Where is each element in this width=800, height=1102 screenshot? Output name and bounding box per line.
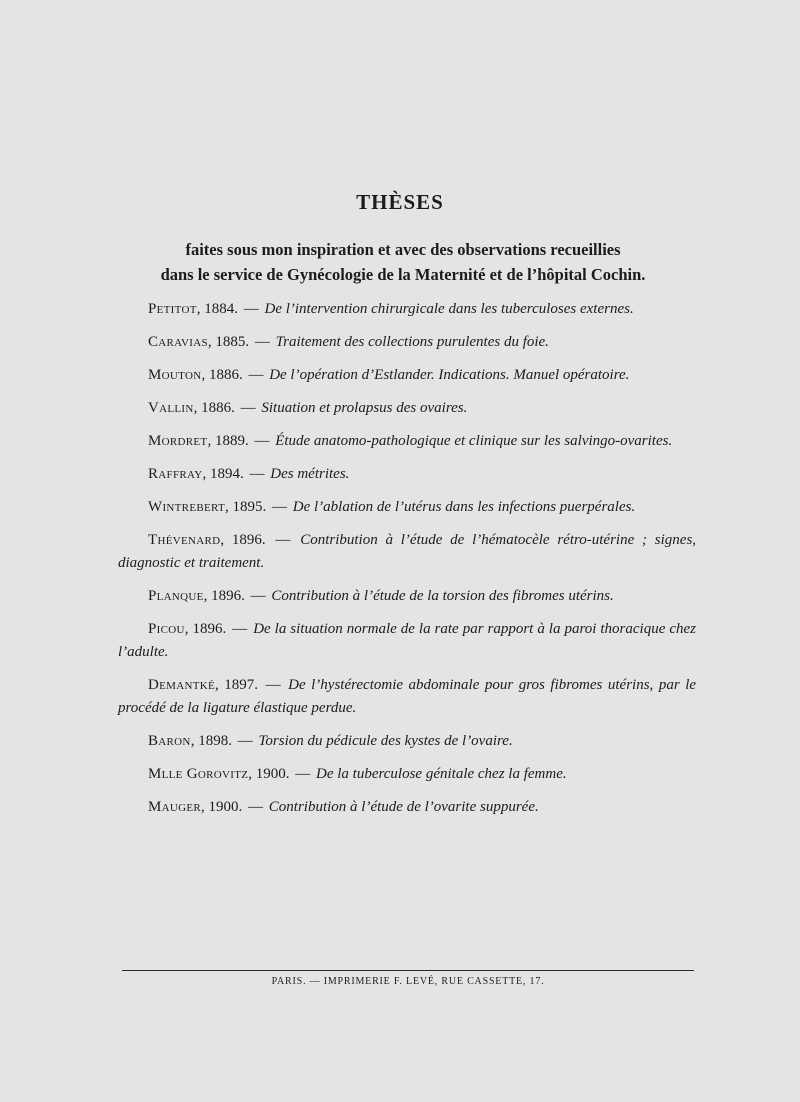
entry-author: Demantké (148, 677, 216, 693)
entry-dash: — (240, 400, 256, 416)
entry-dash: — (272, 499, 287, 515)
entry-year: 1900. (255, 766, 290, 782)
thesis-list (118, 298, 696, 829)
entry-dash: — (275, 532, 291, 548)
entry-year: 1894. (210, 466, 244, 482)
thesis-entry: Thévenard, 1896. — Contribution à l’étude de l’hématocèle rétro-utérine ; signes, diagnostic et traitement. (118, 532, 697, 571)
entry-title: De l’opération d’Estlander. Indications. Manuel opératoire. (269, 367, 630, 383)
entry-year: 1896. (192, 621, 227, 637)
entry-dash: — (265, 677, 281, 693)
thesis-entry: Demantké, 1897. — De l’hystérectomie abdominale pour gros fibromes utérins, par le procédé de la ligature élastique perdue. (118, 677, 697, 716)
entry-dash: — (254, 433, 270, 449)
entry-title: Étude anatomo-pathologique et clinique sur les salvingo-ovarites. (275, 433, 673, 449)
thesis-entry: Petitot, 1884. — De l’intervention chirurgicale dans les tuberculoses externes. (148, 301, 634, 317)
entry-dash: — (237, 733, 253, 749)
thesis-entry: Mauger, 1900. — Contribution à l’étude de l’ovarite suppurée. (148, 799, 539, 815)
footer-rule (122, 970, 694, 971)
entry-dash: — (250, 588, 266, 604)
thesis-entry: Vallin, 1886. — Situation et prolapsus des ovaires. (148, 400, 468, 416)
entry-dash: — (295, 766, 311, 782)
printer-imprint: PARIS. — IMPRIMERIE F. LEVÉ, RUE CASSETTE, 17. (271, 976, 545, 987)
entry-year: 1896. (231, 532, 266, 548)
entry-dash: — (248, 367, 264, 383)
entry-author: Vallin (148, 400, 194, 416)
entry-author: Mordret (148, 433, 208, 449)
entry-author: Raffray (148, 466, 203, 482)
thesis-entry: Picou, 1896. — De la situation normale de la rate par rapport à la paroi thoracique chez l’adulte. (118, 621, 697, 660)
entry-dash: — (249, 466, 265, 482)
entry-year: 1898. (198, 733, 232, 749)
entry-year: 1885. (215, 334, 250, 350)
entry-dash: — (248, 799, 264, 815)
entry-author: Mlle Gorovitz (148, 766, 249, 782)
page-title: THÈSES (356, 190, 444, 214)
entry-author: Petitot (148, 301, 197, 317)
entry-year: 1896. (211, 588, 245, 604)
entry-title: De l’intervention chirurgicale dans les tuberculoses externes. (264, 301, 634, 317)
thesis-entry: Wintrebert, 1895. — De l’ablation de l’utérus dans les infections puerpérales. (148, 499, 636, 515)
entry-year: 1884. (204, 301, 238, 317)
entry-dash: — (243, 301, 259, 317)
entry-author: Baron (148, 733, 191, 749)
entry-year: 1889. (214, 433, 249, 449)
entry-author: Picou (148, 621, 185, 637)
thesis-entry: Planque, 1896. — Contribution à l’étude de la torsion des fibromes utérins. (148, 588, 614, 604)
entry-title: De la tuberculose génitale chez la femme. (316, 766, 567, 782)
thesis-entry: Raffray, 1894. — Des métrites. (148, 466, 350, 482)
thesis-entry: Caravias, 1885. — Traitement des collections purulentes du foie. (148, 334, 549, 350)
entry-title: Traitement des collections purulentes du foie. (275, 334, 549, 350)
page-subtitle (110, 237, 696, 287)
entry-author: Thévenard (148, 532, 221, 548)
entry-year: 1897. (224, 677, 259, 693)
entry-year: 1886. (201, 400, 235, 416)
entry-author: Wintrebert (148, 499, 225, 515)
thesis-entry: Mouton, 1886. — De l’opération d’Estlander. Indications. Manuel opératoire. (148, 367, 630, 383)
entry-author: Caravias (148, 334, 208, 350)
entry-title: Situation et prolapsus des ovaires. (261, 400, 468, 416)
entry-dash: — (254, 334, 270, 350)
entry-author: Mauger (148, 799, 202, 815)
thesis-entry: Baron, 1898. — Torsion du pédicule des kystes de l’ovaire. (148, 733, 513, 749)
entry-dash: — (232, 621, 248, 637)
entry-year: 1886. (208, 367, 243, 383)
entry-title: Torsion du pédicule des kystes de l’ovaire. (258, 733, 513, 749)
entry-year: 1900. (208, 799, 243, 815)
entry-title: Des métrites. (270, 466, 350, 482)
entry-title: De l’ablation de l’utérus dans les infections puerpérales. (292, 499, 636, 515)
thesis-entry: Mordret, 1889. — Étude anatomo-pathologique et clinique sur les salvingo-ovarites. (148, 433, 673, 449)
thesis-entry: Mlle Gorovitz, 1900. — De la tuberculose génitale chez la femme. (148, 766, 567, 782)
entry-title: Contribution à l’étude de l’hématocèle rétro-utérine ; signes, diagnostic et traitement. (118, 532, 697, 571)
subtitle-line-2: dans le service de Gynécologie de la Maternité et de l’hôpital Cochin. (160, 265, 646, 284)
entry-title: Contribution à l’étude de la torsion des fibromes utérins. (271, 588, 614, 604)
entry-title: De la situation normale de la rate par rapport à la paroi thoracique chez l’adulte. (118, 621, 697, 660)
entry-year: 1895. (232, 499, 267, 515)
subtitle-line-1: faites sous mon inspiration et avec des observations recueillies (185, 240, 621, 259)
entry-author: Mouton (148, 367, 202, 383)
entry-title: De l’hystérectomie abdominale pour gros fibromes utérins, par le procédé de la ligature élastique perdue. (118, 677, 697, 716)
entry-title: Contribution à l’étude de l’ovarite suppurée. (268, 799, 539, 815)
entry-author: Planque (148, 588, 204, 604)
